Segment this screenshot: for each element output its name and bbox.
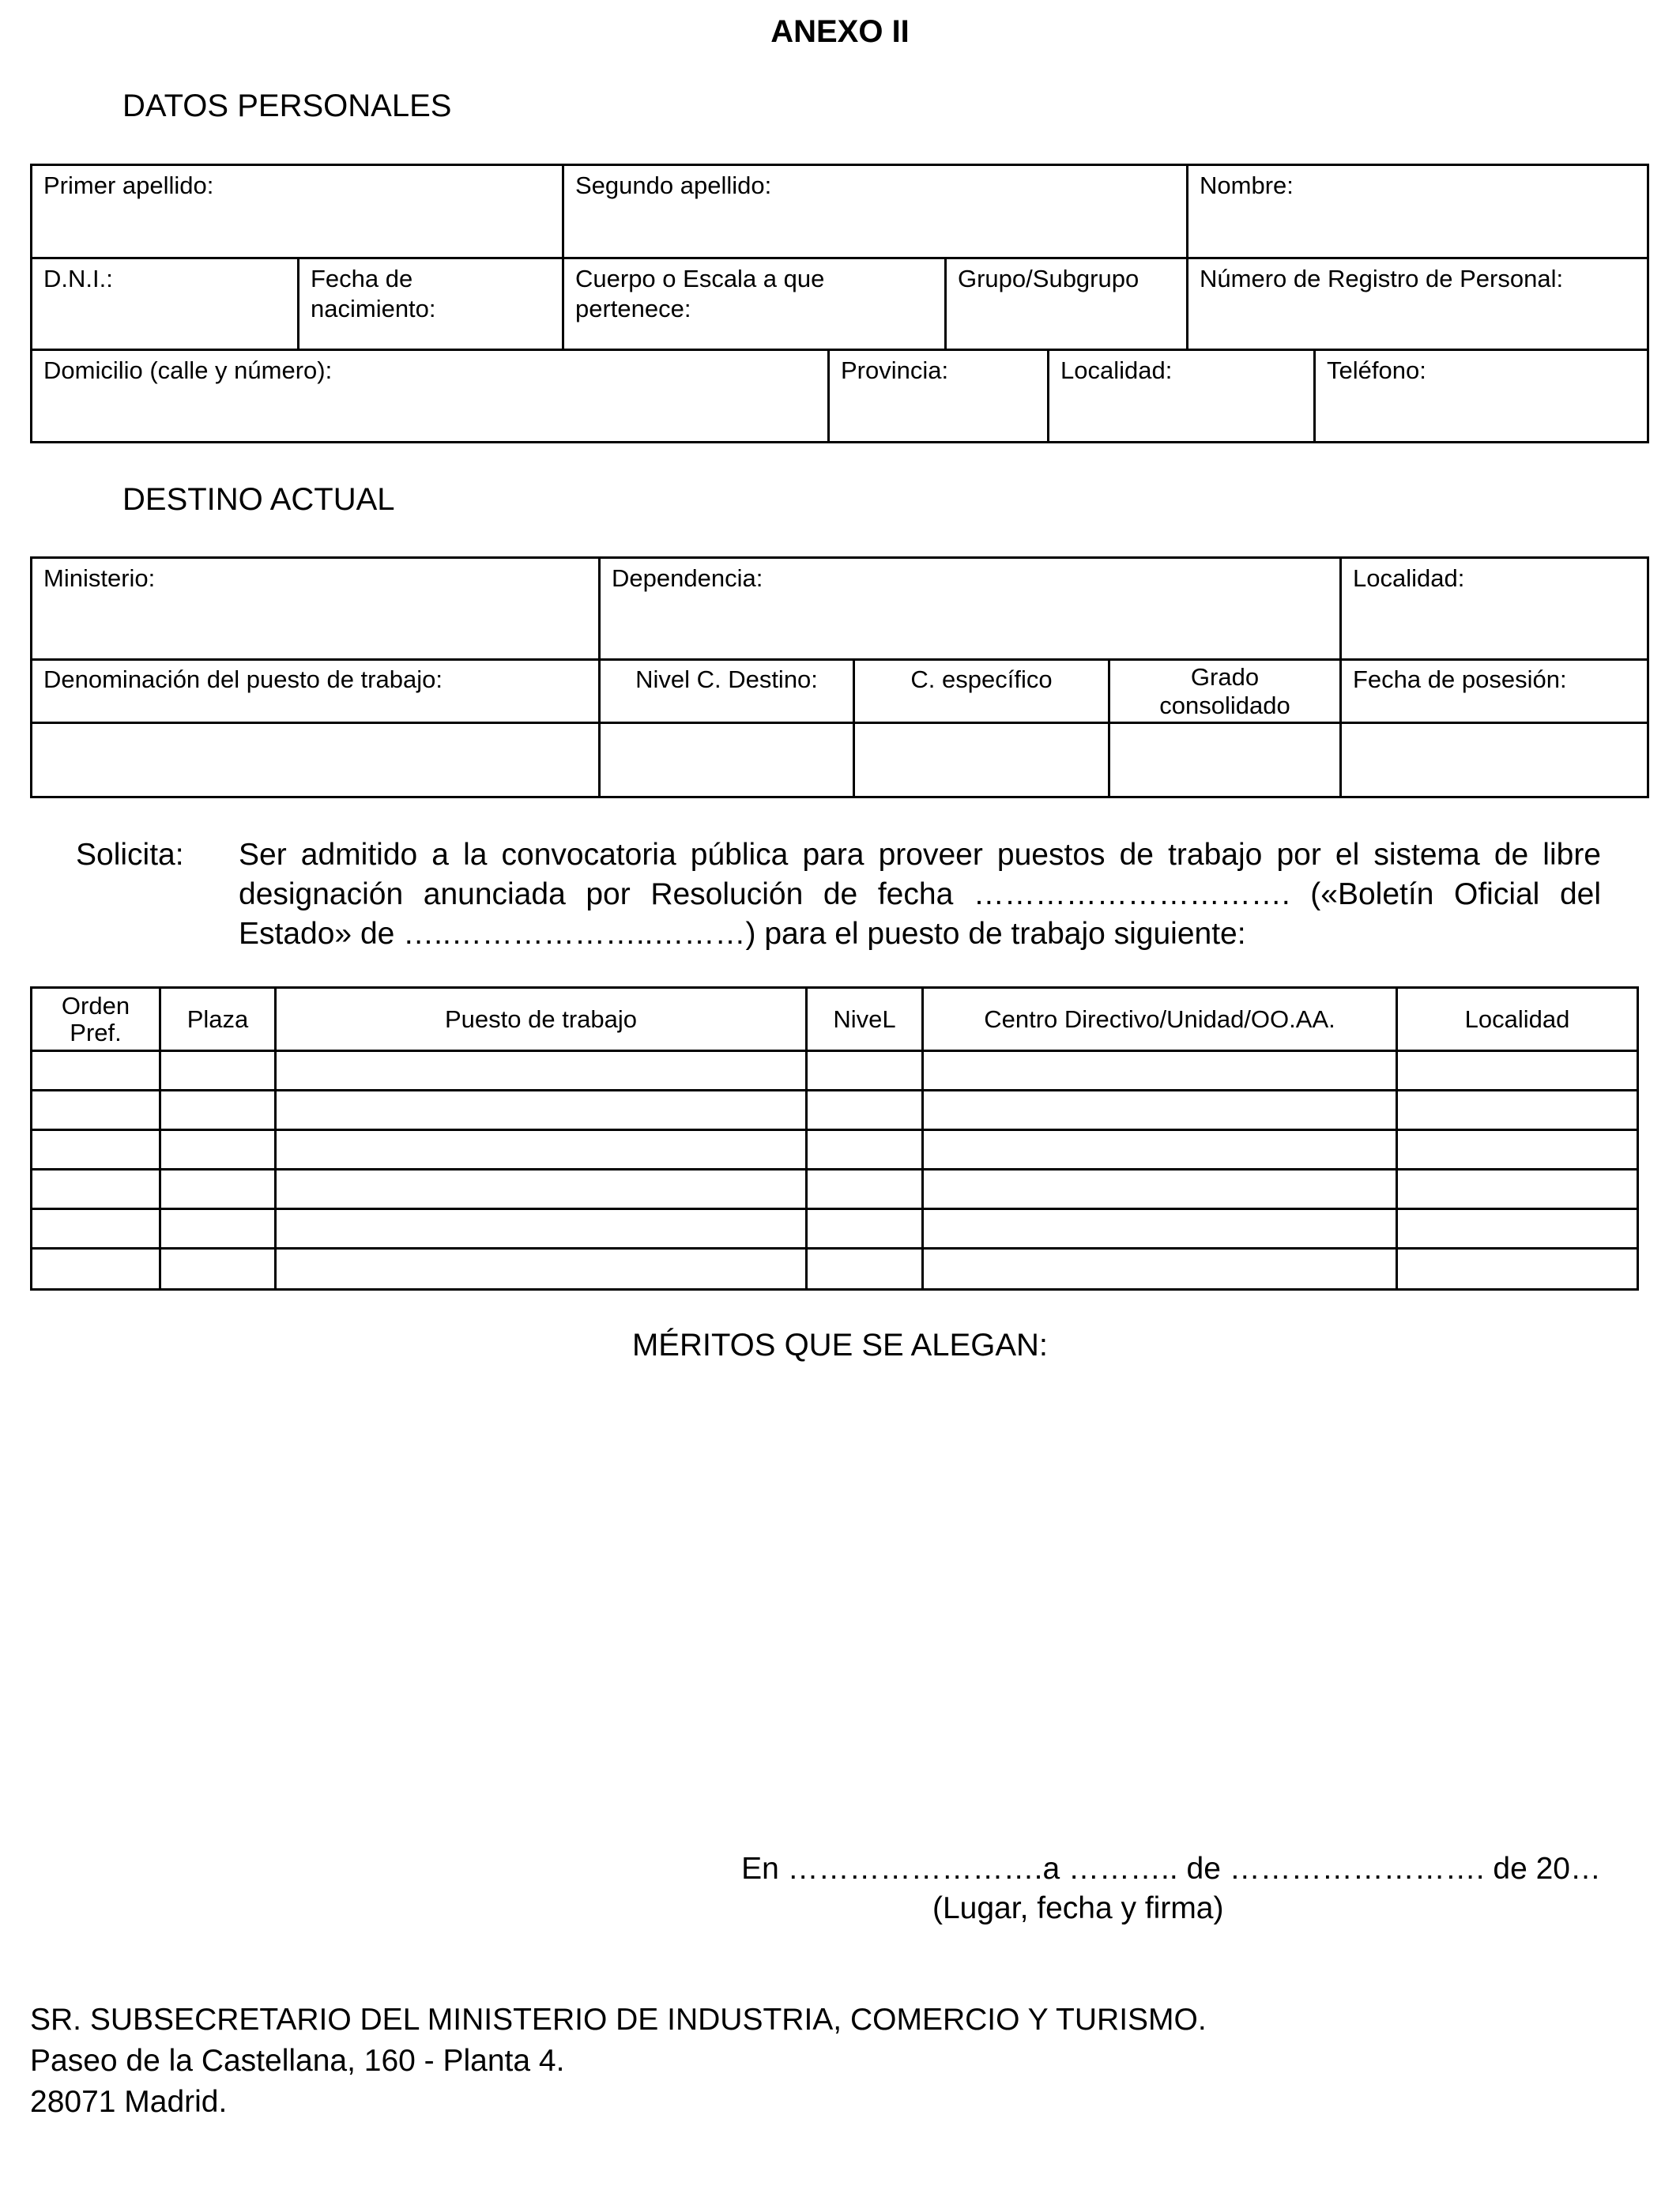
cuerpo-label-2: pertenece: [575, 295, 691, 322]
fecha-posesion-label: Fecha de posesión: [1353, 665, 1567, 693]
denominacion-header [32, 660, 598, 722]
nombre-field[interactable] [1188, 166, 1647, 257]
destinatario-line-3: 28071 Madrid. [30, 2085, 228, 2119]
especifico-input[interactable] [855, 724, 1108, 796]
especifico-header [855, 660, 1108, 722]
table-row[interactable] [32, 1250, 1637, 1288]
especifico-label: C. específico [910, 665, 1053, 693]
grado-label-1: Grado [1190, 663, 1260, 691]
segundo-apellido-label: Segundo apellido: [575, 172, 772, 199]
domicilio-field[interactable] [32, 351, 827, 441]
grupo-label: Grupo/Subgrupo [958, 265, 1139, 292]
dependencia-field[interactable] [601, 559, 1339, 658]
fecha-nacimiento-label-2: nacimiento: [311, 295, 436, 322]
meritos-heading: MÉRITOS QUE SE ALEGAN: [631, 1328, 1049, 1363]
puestos-table [30, 986, 1639, 1291]
destino-actual-table [30, 556, 1649, 798]
solicita-line-2: designación anunciada por Resolución de fecha …………………………. («Boletín Oficial del [239, 877, 1601, 911]
provincia-label: Provincia: [841, 356, 949, 384]
dni-label: D.N.I.: [43, 265, 113, 292]
grado-label-2: consolidado [1159, 692, 1290, 719]
table-row[interactable] [32, 1091, 1637, 1129]
primer-apellido-field[interactable] [32, 166, 562, 257]
orden-pref-header [32, 989, 159, 1050]
puesto-header: Puesto de trabajo [444, 1005, 637, 1033]
solicita-text [239, 835, 1601, 954]
nrp-field[interactable] [1188, 259, 1647, 349]
ministerio-field[interactable] [32, 559, 598, 658]
destinatario-line-2: Paseo de la Castellana, 160 - Planta 4. [30, 2044, 565, 2078]
dependencia-label: Dependencia: [612, 564, 763, 592]
orden-label-2: Pref. [70, 1018, 122, 1046]
table-row[interactable] [32, 1052, 1637, 1089]
nivel-destino-header [601, 660, 853, 722]
firma-line: En …………………….a ……….. de ……………………. de 20… [741, 1852, 1601, 1886]
segundo-apellido-field[interactable] [564, 166, 1186, 257]
localidad-field[interactable] [1049, 351, 1313, 441]
fecha-posesion-input[interactable] [1342, 724, 1647, 796]
plaza-header: Plaza [186, 1005, 249, 1033]
datos-personales-table [30, 164, 1649, 443]
table-row[interactable] [32, 1210, 1637, 1247]
firma-caption: (Lugar, fecha y firma) [932, 1891, 1224, 1925]
telefono-label: Teléfono: [1327, 356, 1426, 384]
destino-localidad-label: Localidad: [1353, 564, 1465, 592]
cuerpo-escala-field[interactable] [564, 259, 944, 349]
solicita-label: Solicita: [76, 838, 184, 872]
section-heading-destino-actual: DESTINO ACTUAL [122, 482, 395, 517]
dni-field[interactable] [32, 259, 297, 349]
telefono-field[interactable] [1316, 351, 1647, 441]
ministerio-label: Ministerio: [43, 564, 156, 592]
section-heading-datos-personales: DATOS PERSONALES [122, 89, 452, 123]
denominacion-label: Denominación del puesto de trabajo: [43, 665, 443, 693]
nrp-label: Número de Registro de Personal: [1200, 265, 1564, 292]
cuerpo-label-1: Cuerpo o Escala a que [575, 265, 825, 292]
grado-input[interactable] [1110, 724, 1339, 796]
fecha-posesion-header [1342, 660, 1647, 722]
destinatario-line-1: SR. SUBSECRETARIO DEL MINISTERIO DE INDUSTRIA, COMERCIO Y TURISMO. [30, 2003, 1207, 2037]
nivel-destino-input[interactable] [601, 724, 853, 796]
fecha-nacimiento-field[interactable] [299, 259, 562, 349]
table-row[interactable] [32, 1171, 1637, 1208]
domicilio-label: Domicilio (calle y número): [43, 356, 333, 384]
primer-apellido-label: Primer apellido: [43, 172, 214, 199]
centro-directivo-header: Centro Directivo/Unidad/OO.AA. [984, 1005, 1335, 1033]
orden-label-1: Orden [61, 991, 130, 1020]
nivel-header: NiveL [833, 1005, 896, 1033]
table-row[interactable] [32, 1131, 1637, 1168]
solicita-line-3: Estado» de …..………………..………) para el puesto de trabajo siguiente: [239, 917, 1246, 951]
localidad-header: Localidad [1464, 1005, 1570, 1033]
document-title: ANEXO II [770, 14, 910, 49]
provincia-field[interactable] [830, 351, 1047, 441]
localidad-label: Localidad: [1060, 356, 1173, 384]
denominacion-input[interactable] [32, 724, 598, 796]
nombre-label: Nombre: [1200, 172, 1294, 199]
destino-localidad-field[interactable] [1342, 559, 1647, 658]
nivel-destino-label: Nivel C. Destino: [635, 665, 818, 693]
solicita-line-1: Ser admitido a la convocatoria pública para proveer puestos de trabajo por el sistema de libre [239, 838, 1601, 872]
grado-header [1110, 660, 1339, 722]
destinatario-block [30, 2000, 1207, 2123]
meritos-area[interactable] [30, 1391, 1649, 1834]
grupo-subgrupo-field[interactable] [947, 259, 1186, 349]
fecha-nacimiento-label-1: Fecha de [311, 265, 413, 292]
